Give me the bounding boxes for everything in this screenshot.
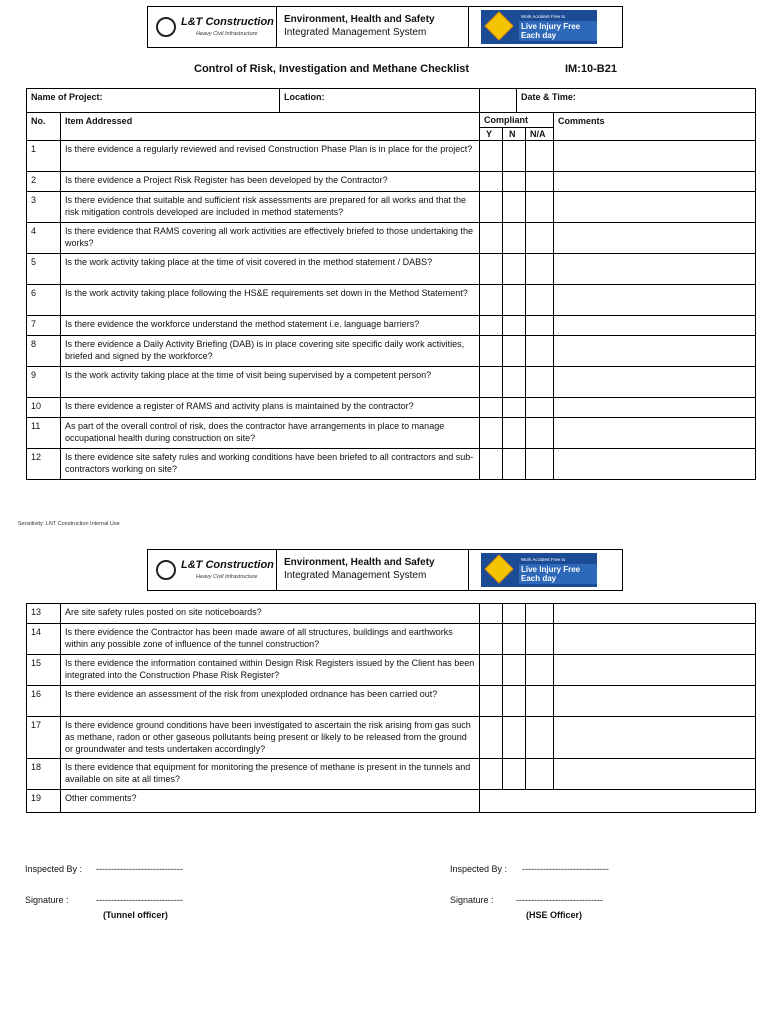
compliant-yes-cell[interactable] xyxy=(480,624,503,655)
table-row xyxy=(27,790,756,813)
compliant-na-cell[interactable] xyxy=(526,624,554,655)
comments-cell[interactable] xyxy=(554,759,756,790)
comments-cell[interactable] xyxy=(554,686,756,717)
item-number: 19 xyxy=(27,790,61,813)
company-logo xyxy=(148,550,277,590)
item-number: 15 xyxy=(27,655,61,686)
inspected-by-field-right[interactable]: ----------------------------- xyxy=(522,864,609,874)
company-name: L&T Construction xyxy=(181,16,274,28)
compliant-yes-cell[interactable] xyxy=(480,254,503,285)
item-text: Is there evidence an assessment of the risk from unexploded ordnance has been carried out? xyxy=(61,686,480,717)
item-number: 3 xyxy=(27,192,61,223)
item-number: 2 xyxy=(27,172,61,192)
project-info-row xyxy=(27,89,756,113)
sensitivity-label: Sensitivity: LNT Construction Internal Use xyxy=(18,521,120,527)
ehs-line1: Environment, Health and Safety xyxy=(284,557,435,568)
item-number: 5 xyxy=(27,254,61,285)
table-row xyxy=(27,624,756,655)
comments-cell[interactable] xyxy=(554,172,756,192)
comments-cell[interactable] xyxy=(554,449,756,480)
table-row xyxy=(27,285,756,316)
item-text: Is there evidence a register of RAMS and activity plans is maintained by the contractor? xyxy=(61,398,480,418)
col-compliant-header: Compliant xyxy=(480,113,554,128)
life-diamond-icon xyxy=(484,554,514,584)
item-number: 11 xyxy=(27,418,61,449)
item-number: 17 xyxy=(27,717,61,759)
item-number: 16 xyxy=(27,686,61,717)
compliant-yes-cell[interactable] xyxy=(480,141,503,172)
comments-cell[interactable] xyxy=(554,624,756,655)
item-number: 18 xyxy=(27,759,61,790)
item-number: 8 xyxy=(27,336,61,367)
item-number: 7 xyxy=(27,316,61,336)
col-n-header: N xyxy=(503,128,526,141)
comments-cell[interactable] xyxy=(554,336,756,367)
table-row xyxy=(27,686,756,717)
compliant-na-cell[interactable] xyxy=(526,254,554,285)
col-y-header: Y xyxy=(480,128,503,141)
item-number: 4 xyxy=(27,223,61,254)
comments-cell[interactable] xyxy=(554,367,756,398)
compliant-yes-cell[interactable] xyxy=(480,759,503,790)
col-no-header: No. xyxy=(27,113,61,141)
signature-field-right[interactable]: ----------------------------- xyxy=(516,895,603,905)
inspected-by-label-right: Inspected By : xyxy=(450,864,508,874)
item-text: Is there evidence site safety rules and working conditions have been briefed to all contractors and sub-contractors working on site? xyxy=(61,449,480,480)
lt-logo-icon xyxy=(156,560,176,580)
document-code: IM:10-B21 xyxy=(565,63,617,75)
compliant-no-cell[interactable] xyxy=(503,398,526,418)
life-diamond-icon xyxy=(484,11,514,41)
compliant-no-cell[interactable] xyxy=(503,223,526,254)
checklist-table-page2 xyxy=(26,603,756,813)
comments-cell[interactable] xyxy=(554,141,756,172)
compliant-na-cell[interactable] xyxy=(526,192,554,223)
item-text: Is there evidence that RAMS covering all work activities are effectively briefed to those undertaking the works? xyxy=(61,223,480,254)
table-row xyxy=(27,172,756,192)
table-row xyxy=(27,192,756,223)
location-field[interactable]: Location: xyxy=(284,92,325,102)
item-text: Is there evidence the Contractor has been made aware of all structures, buildings and earthworks within any possible zone of influence of the tunnel construction? xyxy=(61,624,480,655)
date-cell xyxy=(480,89,756,113)
other-comments-field[interactable] xyxy=(480,790,756,813)
compliant-na-cell[interactable] xyxy=(526,686,554,717)
life-logo xyxy=(481,553,597,587)
table-row xyxy=(27,717,756,759)
date-time-field[interactable]: Date & Time: xyxy=(521,92,576,102)
item-number: 9 xyxy=(27,367,61,398)
col-item-header: Item Addressed xyxy=(61,113,480,141)
item-text: Is there evidence that equipment for monitoring the presence of methane is present in the tunnels and available on site at all times? xyxy=(61,759,480,790)
compliant-yes-cell[interactable] xyxy=(480,316,503,336)
col-comments-header: Comments xyxy=(554,113,756,141)
compliant-no-cell[interactable] xyxy=(503,686,526,717)
company-subtitle: Heavy Civil Infrastructure xyxy=(196,31,258,37)
inspected-by-field-left[interactable]: ----------------------------- xyxy=(96,864,183,874)
ehs-line2: Integrated Management System xyxy=(284,570,427,581)
compliant-no-cell[interactable] xyxy=(503,141,526,172)
compliant-yes-cell[interactable] xyxy=(480,604,503,624)
company-logo xyxy=(148,7,277,47)
ehs-line2: Integrated Management System xyxy=(284,27,427,38)
comments-cell[interactable] xyxy=(554,604,756,624)
item-text: Is there evidence a Project Risk Register has been developed by the Contractor? xyxy=(61,172,480,192)
compliant-yes-cell[interactable] xyxy=(480,192,503,223)
header-row xyxy=(27,113,756,128)
item-number: 14 xyxy=(27,624,61,655)
compliant-no-cell[interactable] xyxy=(503,192,526,223)
life-logo xyxy=(481,10,597,44)
compliant-no-cell[interactable] xyxy=(503,449,526,480)
compliant-no-cell[interactable] xyxy=(503,254,526,285)
item-text: Is there evidence a Daily Activity Briefing (DAB) is in place covering site specific daily work activities, briefed and signed by the workforce? xyxy=(61,336,480,367)
header-box-page1 xyxy=(147,6,623,48)
compliant-no-cell[interactable] xyxy=(503,717,526,759)
table-row xyxy=(27,655,756,686)
compliant-no-cell[interactable] xyxy=(503,172,526,192)
table-row xyxy=(27,398,756,418)
document-title: Control of Risk, Investigation and Methane Checklist xyxy=(194,63,470,75)
project-info-cells xyxy=(27,89,480,113)
compliant-na-cell[interactable] xyxy=(526,398,554,418)
table-row xyxy=(27,336,756,367)
compliant-na-cell[interactable] xyxy=(526,336,554,367)
lt-logo-icon xyxy=(156,17,176,37)
compliant-yes-cell[interactable] xyxy=(480,336,503,367)
compliant-yes-cell[interactable] xyxy=(480,418,503,449)
life-tagline: Live Injury Free Each day xyxy=(519,564,597,584)
item-text: Is there evidence a regularly reviewed and revised Construction Phase Plan is in place for the project? xyxy=(61,141,480,172)
compliant-yes-cell[interactable] xyxy=(480,285,503,316)
signature-label-right: Signature : xyxy=(450,895,494,905)
compliant-yes-cell[interactable] xyxy=(480,717,503,759)
life-logo-cell xyxy=(469,7,622,47)
compliant-yes-cell[interactable] xyxy=(480,172,503,192)
inspected-by-label-left: Inspected By : xyxy=(25,864,83,874)
compliant-no-cell[interactable] xyxy=(503,655,526,686)
compliant-yes-cell[interactable] xyxy=(480,655,503,686)
life-small-text: Work Accident Free to xyxy=(521,557,566,562)
item-text: Other comments? xyxy=(61,790,480,813)
life-tagline: Live Injury Free Each day xyxy=(519,21,597,41)
compliant-no-cell[interactable] xyxy=(503,418,526,449)
comments-cell[interactable] xyxy=(554,254,756,285)
compliant-na-cell[interactable] xyxy=(526,223,554,254)
item-text: As part of the overall control of risk, does the contractor have arrangements in place to manage occupational health during construction on site? xyxy=(61,418,480,449)
table-row xyxy=(27,449,756,480)
compliant-yes-cell[interactable] xyxy=(480,367,503,398)
compliant-no-cell[interactable] xyxy=(503,604,526,624)
compliant-na-cell[interactable] xyxy=(526,141,554,172)
item-text: Is there evidence the information contained within Design Risk Registers issued by the Client has been integrated into the Construction Phase Risk Register? xyxy=(61,655,480,686)
compliant-na-cell[interactable] xyxy=(526,316,554,336)
table-row xyxy=(27,254,756,285)
compliant-no-cell[interactable] xyxy=(503,759,526,790)
checklist-table-page1 xyxy=(26,88,756,480)
header-box-page2 xyxy=(147,549,623,591)
ehs-line1: Environment, Health and Safety xyxy=(284,14,435,25)
compliant-na-cell[interactable] xyxy=(526,285,554,316)
item-text: Is the work activity taking place following the HS&E requirements set down in the Method Statement? xyxy=(61,285,480,316)
col-na-header: N/A xyxy=(526,128,554,141)
compliant-na-cell[interactable] xyxy=(526,418,554,449)
item-text: Is there evidence the workforce understand the method statement i.e. language barriers? xyxy=(61,316,480,336)
item-number: 1 xyxy=(27,141,61,172)
hse-officer-label: (HSE Officer) xyxy=(526,910,583,920)
item-text: Is the work activity taking place at the time of visit covered in the method statement / DABS? xyxy=(61,254,480,285)
table-row xyxy=(27,367,756,398)
comments-cell[interactable] xyxy=(554,316,756,336)
comments-cell[interactable] xyxy=(554,223,756,254)
compliant-na-cell[interactable] xyxy=(526,604,554,624)
ehs-label xyxy=(277,7,469,47)
signature-field-left[interactable]: ----------------------------- xyxy=(96,895,183,905)
item-text: Are site safety rules posted on site noticeboards? xyxy=(61,604,480,624)
table-row xyxy=(27,759,756,790)
item-number: 6 xyxy=(27,285,61,316)
comments-cell[interactable] xyxy=(554,285,756,316)
compliant-yes-cell[interactable] xyxy=(480,686,503,717)
comments-cell[interactable] xyxy=(554,398,756,418)
compliant-no-cell[interactable] xyxy=(503,336,526,367)
comments-cell[interactable] xyxy=(554,655,756,686)
life-logo-cell xyxy=(469,550,622,590)
compliant-no-cell[interactable] xyxy=(503,285,526,316)
compliant-na-cell[interactable] xyxy=(526,449,554,480)
item-number: 13 xyxy=(27,604,61,624)
compliant-no-cell[interactable] xyxy=(503,624,526,655)
item-number: 12 xyxy=(27,449,61,480)
company-name: L&T Construction xyxy=(181,559,274,571)
life-small-text: Work Accident Free to xyxy=(521,14,566,19)
comments-cell[interactable] xyxy=(554,192,756,223)
table-row xyxy=(27,418,756,449)
signature-label-left: Signature : xyxy=(25,895,69,905)
company-subtitle: Heavy Civil Infrastructure xyxy=(196,574,258,580)
compliant-na-cell[interactable] xyxy=(526,172,554,192)
ehs-label xyxy=(277,550,469,590)
compliant-na-cell[interactable] xyxy=(526,717,554,759)
item-text: Is the work activity taking place at the time of visit being supervised by a competent person? xyxy=(61,367,480,398)
tunnel-officer-label: (Tunnel officer) xyxy=(103,910,168,920)
compliant-yes-cell[interactable] xyxy=(480,223,503,254)
compliant-na-cell[interactable] xyxy=(526,367,554,398)
compliant-yes-cell[interactable] xyxy=(480,449,503,480)
compliant-yes-cell[interactable] xyxy=(480,398,503,418)
table-row xyxy=(27,316,756,336)
table-row xyxy=(27,223,756,254)
table-row xyxy=(27,141,756,172)
table-row xyxy=(27,604,756,624)
item-text: Is there evidence that suitable and sufficient risk assessments are prepared for all works and that the risk mitigation controls developed are included in method statements? xyxy=(61,192,480,223)
compliant-na-cell[interactable] xyxy=(526,759,554,790)
item-number: 10 xyxy=(27,398,61,418)
project-name-field[interactable]: Name of Project: xyxy=(27,89,280,112)
compliant-no-cell[interactable] xyxy=(503,316,526,336)
comments-cell[interactable] xyxy=(554,418,756,449)
item-text: Is there evidence ground conditions have been investigated to ascertain the risk arising from gas such as methane, radon or other gaseous pollutants being present or likely to be released from the ground or groundwater and tests undertaken accordingly? xyxy=(61,717,480,759)
compliant-no-cell[interactable] xyxy=(503,367,526,398)
compliant-na-cell[interactable] xyxy=(526,655,554,686)
comments-cell[interactable] xyxy=(554,717,756,759)
